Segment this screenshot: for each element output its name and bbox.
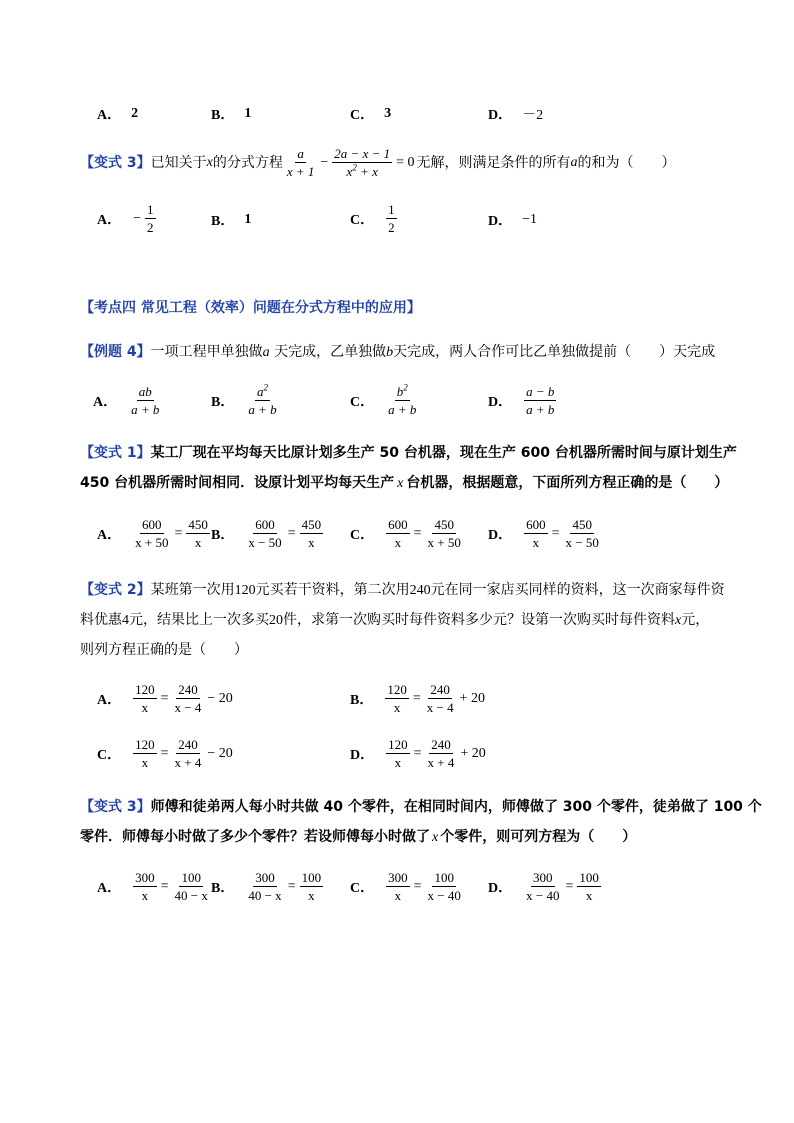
fraction-left: $\frac{600}{x + 50}$	[135, 517, 169, 550]
option-c: C． $\frac{300}{x}$ = $\frac{100}{x - 40}$	[350, 870, 461, 903]
fraction-left: $\frac{120}{x}$	[387, 682, 407, 715]
option-d: D． $\frac{300}{x - 40}$ = $\frac{100}{x}$	[488, 870, 599, 903]
fraction-left: $\frac{300}{x - 40}$	[526, 870, 560, 903]
fraction-right: $\frac{100}{x}$	[579, 870, 599, 903]
option-a: A． − $\frac{1}{2}$	[97, 202, 154, 235]
option-b: B． 1	[211, 212, 252, 229]
option-a: A． $\frac{120}{x}$ = $\frac{240}{x - 4}$ − 20	[97, 682, 233, 715]
option-c: C． $\frac{600}{x}$ = $\frac{450}{x + 50}$	[350, 517, 461, 550]
fraction-right: $\frac{450}{x}$	[188, 517, 208, 550]
fraction-one-half: $\frac{1}{2}$	[388, 202, 395, 235]
fraction-left: $\frac{120}{x}$	[135, 737, 155, 770]
bianshi1-question-line2: 450 台机器所需时间相同．设原计划平均每天生产 x 台机器，根据题意，下面所列方程正确的是（ ）	[80, 475, 729, 491]
example4-question: 【例题 4】一项工程甲单独做a 天完成，乙单独做b天完成，两人合作可比乙单独做提前（ ）天完成	[80, 344, 716, 360]
bianshi2-question-line1: 【变式 2】某班第一次用120元买若干资料，第二次用240元在同一家店买同样的资料，这一次商家每件资	[80, 582, 725, 598]
fraction-right: $\frac{100}{x - 40}$	[427, 870, 461, 903]
fraction-left: $\frac{300}{40 - x}$	[248, 870, 282, 903]
option-b: B． $\frac{300}{40 - x}$ = $\frac{100}{x}$	[211, 870, 322, 903]
option-a: A． 2	[97, 106, 139, 123]
fraction-right: $\frac{240}{x + 4}$	[427, 737, 455, 770]
fraction-right: $\frac{240}{x - 4}$	[174, 682, 202, 715]
fraction-left: $\frac{600}{x}$	[526, 517, 546, 550]
fraction-left: $\frac{600}{x}$	[388, 517, 408, 550]
fraction-left: $\frac{600}{x - 50}$	[248, 517, 282, 550]
fraction-right: $\frac{100}{40 - x}$	[174, 870, 208, 903]
option-b: B． $\frac{120}{x}$ = $\frac{240}{x - 4}$ + 20	[350, 682, 485, 715]
fraction-right: $\frac{100}{x}$	[301, 870, 322, 903]
option-c: C． $\frac{120}{x}$ = $\frac{240}{x + 4}$ − 20	[97, 737, 233, 770]
fraction-right: $\frac{450}{x}$	[301, 517, 322, 550]
fraction-right: $\frac{240}{x + 4}$	[174, 737, 202, 770]
fraction-one-half: $\frac{1}{2}$	[147, 202, 154, 235]
fraction-right: $\frac{240}{x - 4}$	[426, 682, 454, 715]
fraction-2a-x-1-over-x2-x: $\frac{2a - x - 1}{x^2 + x}$	[334, 146, 391, 179]
option-d: D． $\frac{120}{x}$ = $\frac{240}{x + 4}$ + 20	[350, 737, 486, 770]
bianshi2-question-line3: 则列方程正确的是（ ）	[80, 642, 248, 658]
fraction-a2-over-a-plus-b: $\frac{a^2}{a + b}$	[248, 382, 277, 417]
option-b: B． $\frac{600}{x - 50}$ = $\frac{450}{x}$	[211, 517, 322, 550]
option-d: D． $\frac{a - b}{a + b}$	[488, 384, 555, 417]
fraction-ab-over-a-plus-b: $\frac{ab}{a + b}$	[131, 384, 160, 417]
option-d: D． －2	[488, 108, 544, 123]
fraction-a-over-x-plus-1: $\frac{a}{x + 1}$	[286, 146, 315, 179]
option-b: B． $\frac{a^2}{a + b}$	[211, 382, 277, 417]
bianshi2-question-line2: 料优惠4元，结果比上一次多买20件，求第一次购买时每件资料多少元？设第一次购买时每件资料x元，	[80, 612, 710, 628]
section-heading: 【考点四 常见工程（效率）问题在分式方程中的应用】	[80, 300, 421, 316]
bianshi3-b-question-line1: 【变式 3】师傅和徒弟两人每小时共做 40 个零件，在相同时间内，师傅做了 300 个零件，徒弟做了 100 个	[80, 799, 762, 815]
bianshi3-a-question: 【变式 3】 已知关于 x 的分式方程 $\frac{a}{x + 1}$ − $\frac{2a - x - 1}{x^2 + x}$ = 0 无解，则满足条件的所有 a 的和为（ ）	[80, 146, 676, 179]
fraction-a-minus-b-over-a-plus-b: $\frac{a - b}{a + b}$	[526, 384, 555, 417]
fraction-b2-over-a-plus-b: $\frac{b^2}{a + b}$	[388, 382, 417, 417]
option-c: C． 3	[350, 106, 392, 123]
bianshi3-b-question-line2: 零件．师傅每小时做了多少个零件？若设师傅每小时做了 x 个零件，则可列方程为（ ）	[80, 829, 637, 845]
option-c: C． $\frac{b^2}{a + b}$	[350, 382, 417, 417]
fraction-left: $\frac{300}{x}$	[135, 870, 155, 903]
option-b: B． 1	[211, 106, 252, 123]
option-a: A． $\frac{ab}{a + b}$	[93, 384, 160, 417]
fraction-right: $\frac{450}{x - 50}$	[565, 517, 599, 550]
bianshi1-question-line1: 【变式 1】某工厂现在平均每天比原计划多生产 50 台机器，现在生产 600 台机器所需时间与原计划生产	[80, 445, 737, 461]
option-a: A． $\frac{300}{x}$ = $\frac{100}{40 - x}$	[97, 870, 208, 903]
fraction-left: $\frac{120}{x}$	[135, 682, 155, 715]
fraction-left: $\frac{300}{x}$	[388, 870, 408, 903]
option-c: C． $\frac{1}{2}$	[350, 202, 395, 235]
option-d: D． $\frac{600}{x}$ = $\frac{450}{x - 50}$	[488, 517, 599, 550]
option-d: D． −1	[488, 212, 538, 229]
fraction-left: $\frac{120}{x}$	[388, 737, 408, 770]
fraction-right: $\frac{450}{x + 50}$	[427, 517, 461, 550]
option-a: A． $\frac{600}{x + 50}$ = $\frac{450}{x}$	[97, 517, 208, 550]
